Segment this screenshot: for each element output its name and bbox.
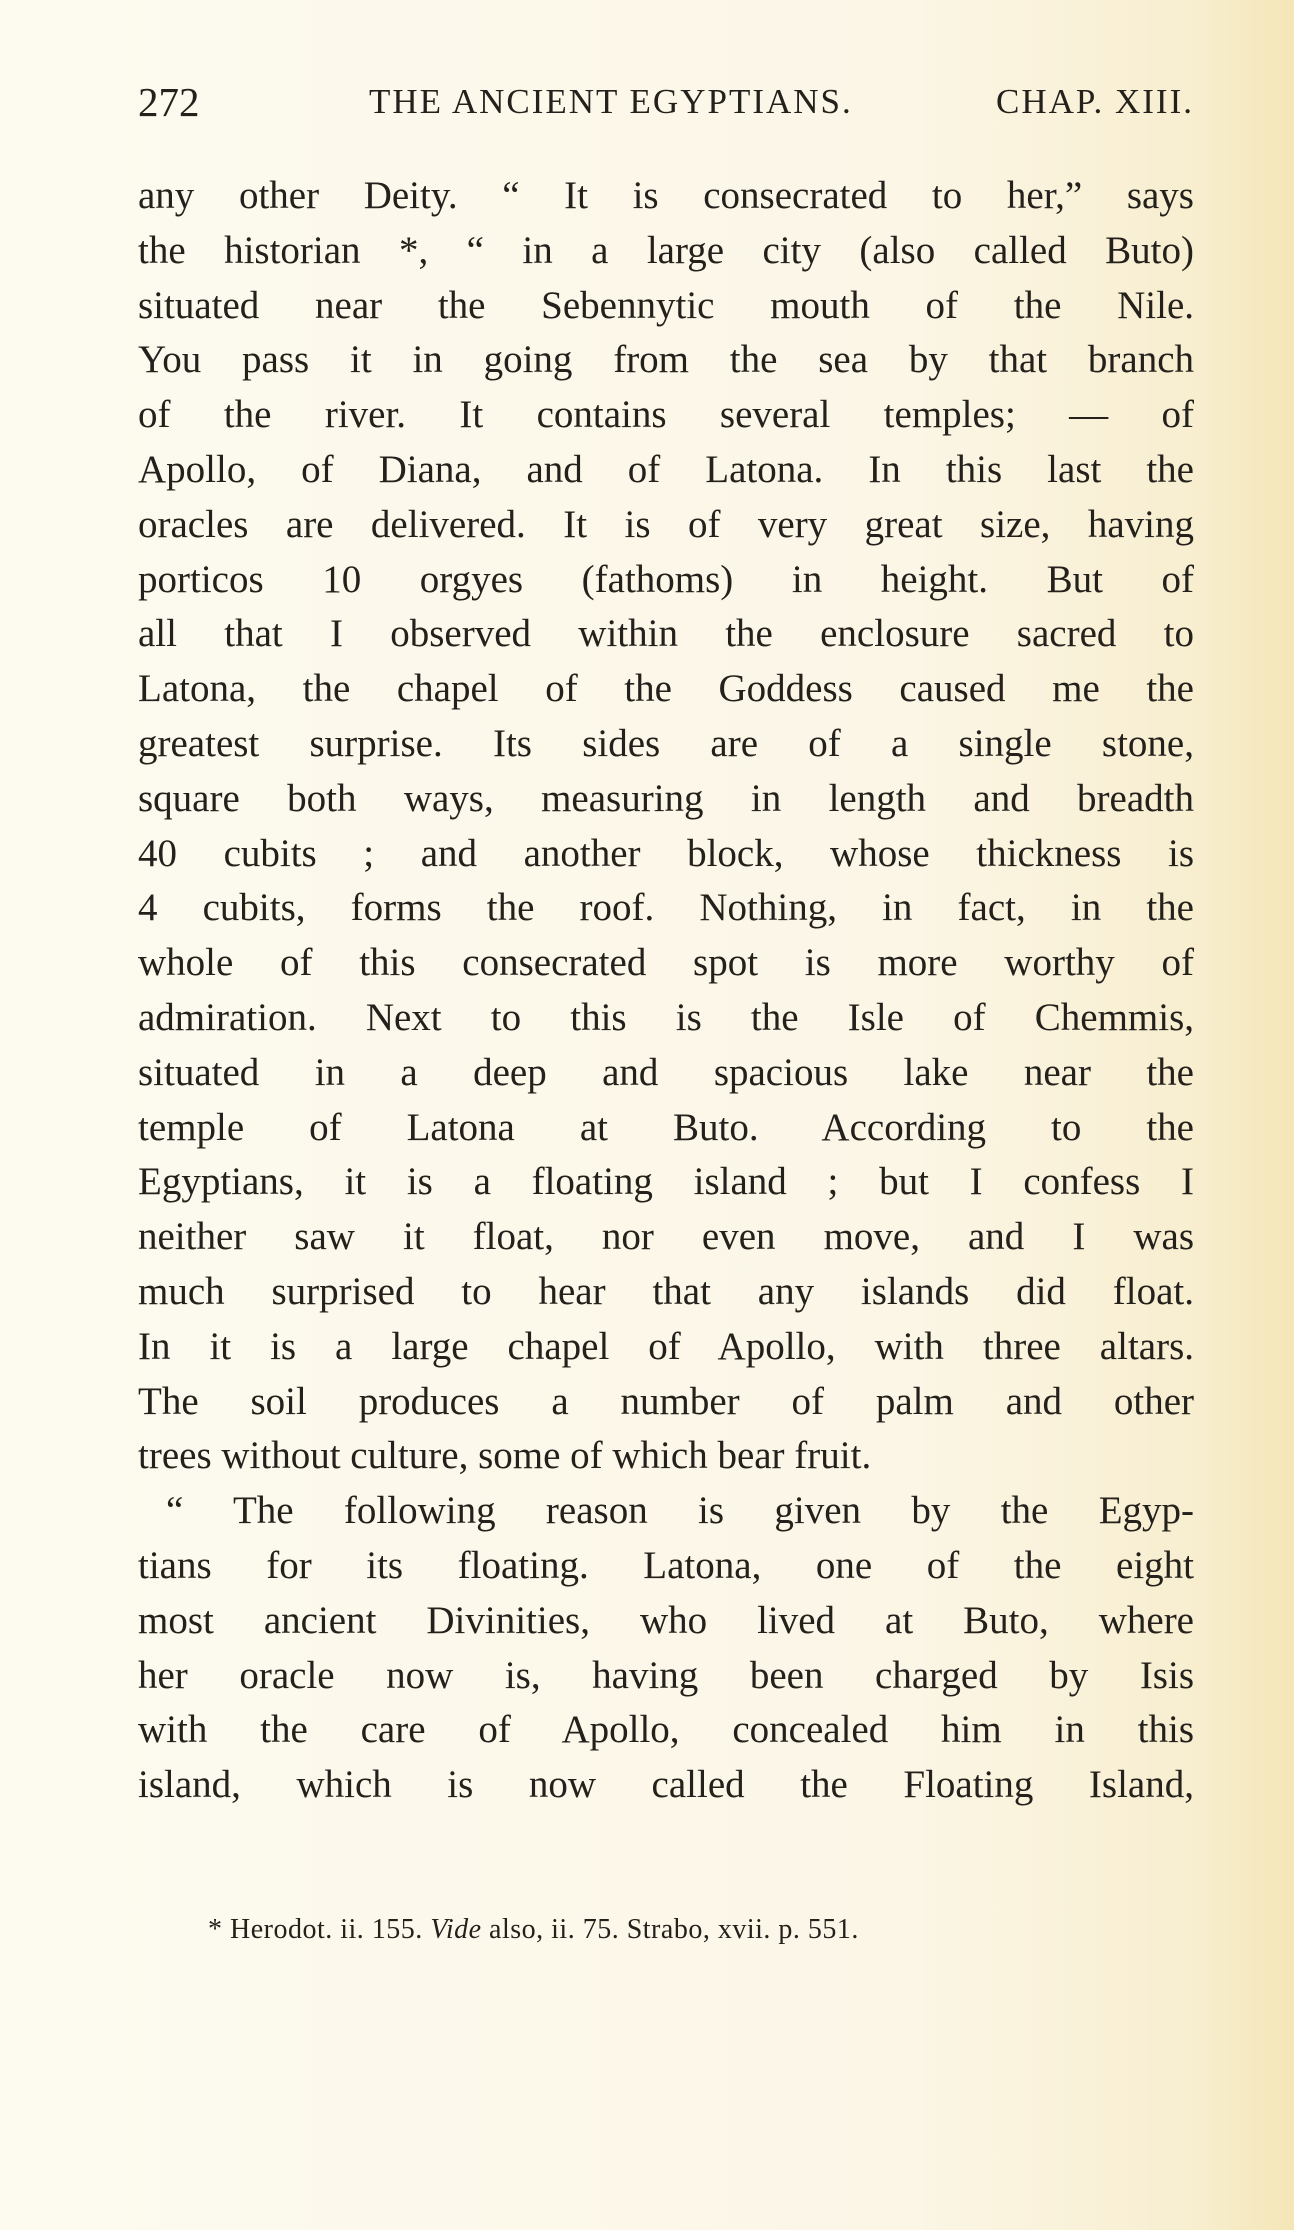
text-line: 4 cubits, forms the roof. Nothing, in fact, in the bbox=[138, 886, 1194, 930]
text-line: situated near the Sebennytic mouth of the Nile. bbox=[138, 283, 1194, 327]
text-line: “ The following reason is given by the Egyp- bbox=[166, 1489, 1194, 1533]
text-line: Egyptians, it is a floating island ; but I confess I bbox=[138, 1160, 1194, 1204]
text-line: greatest surprise. Its sides are of a single stone, bbox=[138, 721, 1194, 765]
text-line: The soil produces a number of palm and other bbox=[138, 1379, 1194, 1423]
text-line: much surprised to hear that any islands did float. bbox=[138, 1269, 1194, 1313]
text-line: You pass it in going from the sea by that branch bbox=[138, 338, 1194, 382]
text-line: her oracle now is, having been charged by Isis bbox=[138, 1653, 1194, 1697]
running-head bbox=[138, 78, 1194, 128]
footnote-text: * Herodot. ii. 155. bbox=[208, 1914, 431, 1945]
text-line: all that I observed within the enclosure sacred to bbox=[138, 612, 1194, 656]
text-line: with the care of Apollo, concealed him in this bbox=[138, 1708, 1194, 1752]
footnote bbox=[208, 1914, 859, 1946]
text-line: temple of Latona at Buto. According to the bbox=[138, 1105, 1194, 1149]
text-line: any other Deity. “ It is consecrated to her,” says bbox=[138, 174, 1194, 217]
text-line: square both ways, measuring in length and breadth bbox=[138, 776, 1194, 820]
text-line: In it is a large chapel of Apollo, with three altars. bbox=[138, 1324, 1194, 1368]
text-line: neither saw it float, nor even move, and I was bbox=[138, 1215, 1194, 1259]
running-title: THE ANCIENT EGYPTIANS. bbox=[369, 82, 853, 121]
text-line: situated in a deep and spacious lake near the bbox=[138, 1050, 1194, 1094]
chapter-reference: CHAP. XIII. bbox=[996, 82, 1194, 121]
text-line: island, which is now called the Floating Island, bbox=[138, 1763, 1194, 1807]
text-line: the historian *, “ in a large city (also called Buto) bbox=[138, 228, 1194, 272]
footnote-italic-text: Vide bbox=[430, 1914, 482, 1945]
text-line: of the river. It contains several temples; — of bbox=[138, 393, 1194, 437]
text-line: Latona, the chapel of the Goddess caused me the bbox=[138, 667, 1194, 711]
text-line: most ancient Divinities, who lived at Buto, where bbox=[138, 1598, 1194, 1642]
text-line: 40 cubits ; and another block, whose thickness is bbox=[138, 831, 1194, 875]
text-line: oracles are delivered. It is of very great size, having bbox=[138, 502, 1194, 546]
text-line: tians for its floating. Latona, one of the eight bbox=[138, 1543, 1194, 1587]
footnote-text-continued: also, ii. 75. Strabo, xvii. p. 551. bbox=[481, 1914, 859, 1945]
text-line: trees without culture, some of which bear fruit. bbox=[138, 1434, 872, 1478]
text-line: whole of this consecrated spot is more worthy of bbox=[138, 941, 1194, 985]
body-text bbox=[138, 169, 1194, 1813]
page-number: 272 bbox=[138, 79, 200, 125]
text-line: admiration. Next to this is the Isle of Chemmis, bbox=[138, 995, 1194, 1039]
text-line: porticos 10 orgyes (fathoms) in height. But of bbox=[138, 557, 1194, 601]
text-line: Apollo, of Diana, and of Latona. In this last the bbox=[138, 447, 1194, 491]
